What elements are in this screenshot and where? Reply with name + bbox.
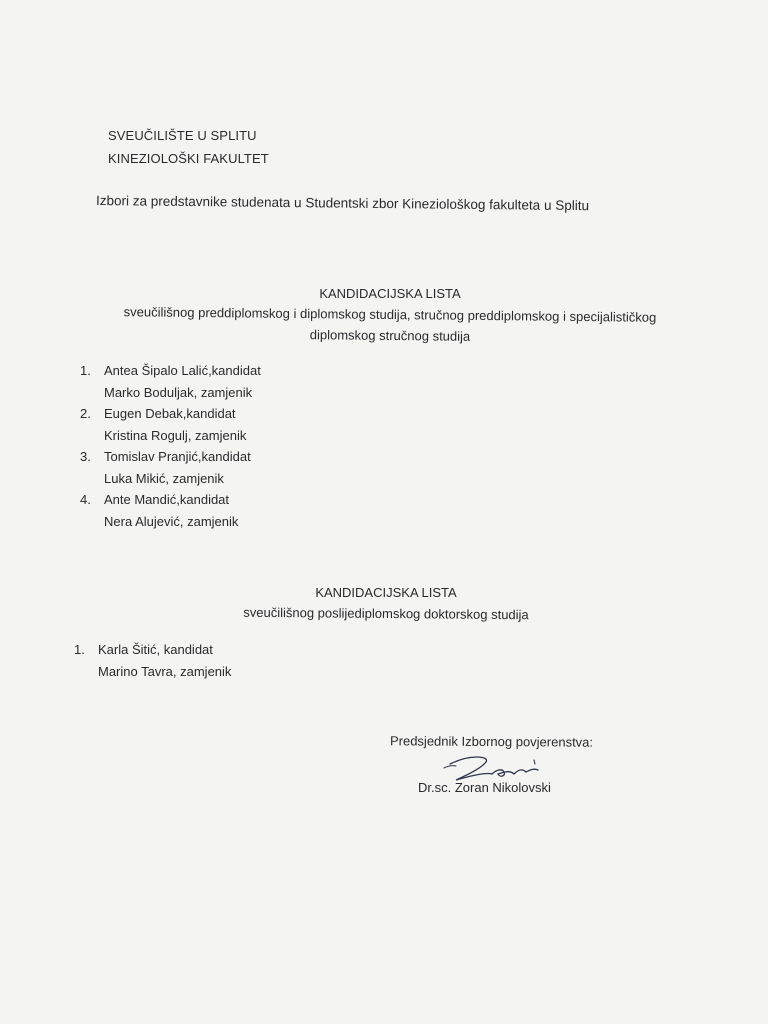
candidate-name: Ante Mandić,kandidat: [104, 492, 230, 507]
candidate-name: Tomislav Pranjić,kandidat: [104, 449, 251, 464]
candidate-name: Karla Šitić, kandidat: [98, 642, 213, 657]
list-item: [74, 639, 231, 682]
candidate-name: Antea Šipalo Lalić,kandidat: [104, 363, 261, 378]
deputy-name: Nera Alujević, zamjenik: [104, 513, 239, 529]
candidate-list-heading-2: [2, 582, 768, 624]
deputy-name: Marino Tavra, zamjenik: [98, 663, 232, 679]
list-description-line-1: sveučilišnog poslijediplomskog doktorskog studija: [243, 604, 529, 623]
item-number: 2.: [80, 406, 91, 421]
faculty-name: KINEZIOLOŠKI FAKULTET: [108, 151, 269, 166]
signature-block: [389, 733, 594, 795]
item-number: 1.: [80, 363, 91, 378]
university-name: SVEUČILIŠTE U SPLITU: [108, 128, 257, 143]
deputy-name: Kristina Rogulj, zamjenik: [104, 427, 247, 443]
list-title: KANDIDACIJSKA LISTA: [315, 585, 457, 600]
item-number: 4.: [80, 492, 91, 507]
list-description-line-2: diplomskog stručnog studija: [309, 327, 471, 344]
institution-header: [108, 124, 269, 170]
document-subject: Izbori za predstavnike studenata u Studentski zbor Kineziološkog fakulteta u Splitu: [95, 193, 590, 214]
candidate-list-1: [80, 360, 261, 532]
candidate-name: Eugen Debak,kandidat: [104, 406, 236, 421]
list-description-line-1: sveučilišnog preddiplomskog i diplomskog studija, stručnog preddiplomskog i specijalističkog: [123, 304, 657, 325]
candidate-list-2: [74, 639, 231, 682]
item-number: 1.: [74, 642, 85, 657]
signatory-title: Predsjednik Izbornog povjerenstva:: [389, 733, 594, 750]
deputy-name: Luka Mikić, zamjenik: [104, 470, 224, 486]
list-item: [80, 489, 261, 532]
candidate-list-heading-1: [6, 283, 768, 346]
list-item: [80, 446, 261, 489]
list-item: [80, 403, 261, 446]
item-number: 3.: [80, 449, 91, 464]
list-item: [80, 360, 261, 403]
deputy-name: Marko Boduljak, zamjenik: [104, 384, 253, 400]
signatory-name: Dr.sc. Zoran Nikolovski: [418, 780, 551, 795]
list-title: KANDIDACIJSKA LISTA: [319, 286, 461, 301]
